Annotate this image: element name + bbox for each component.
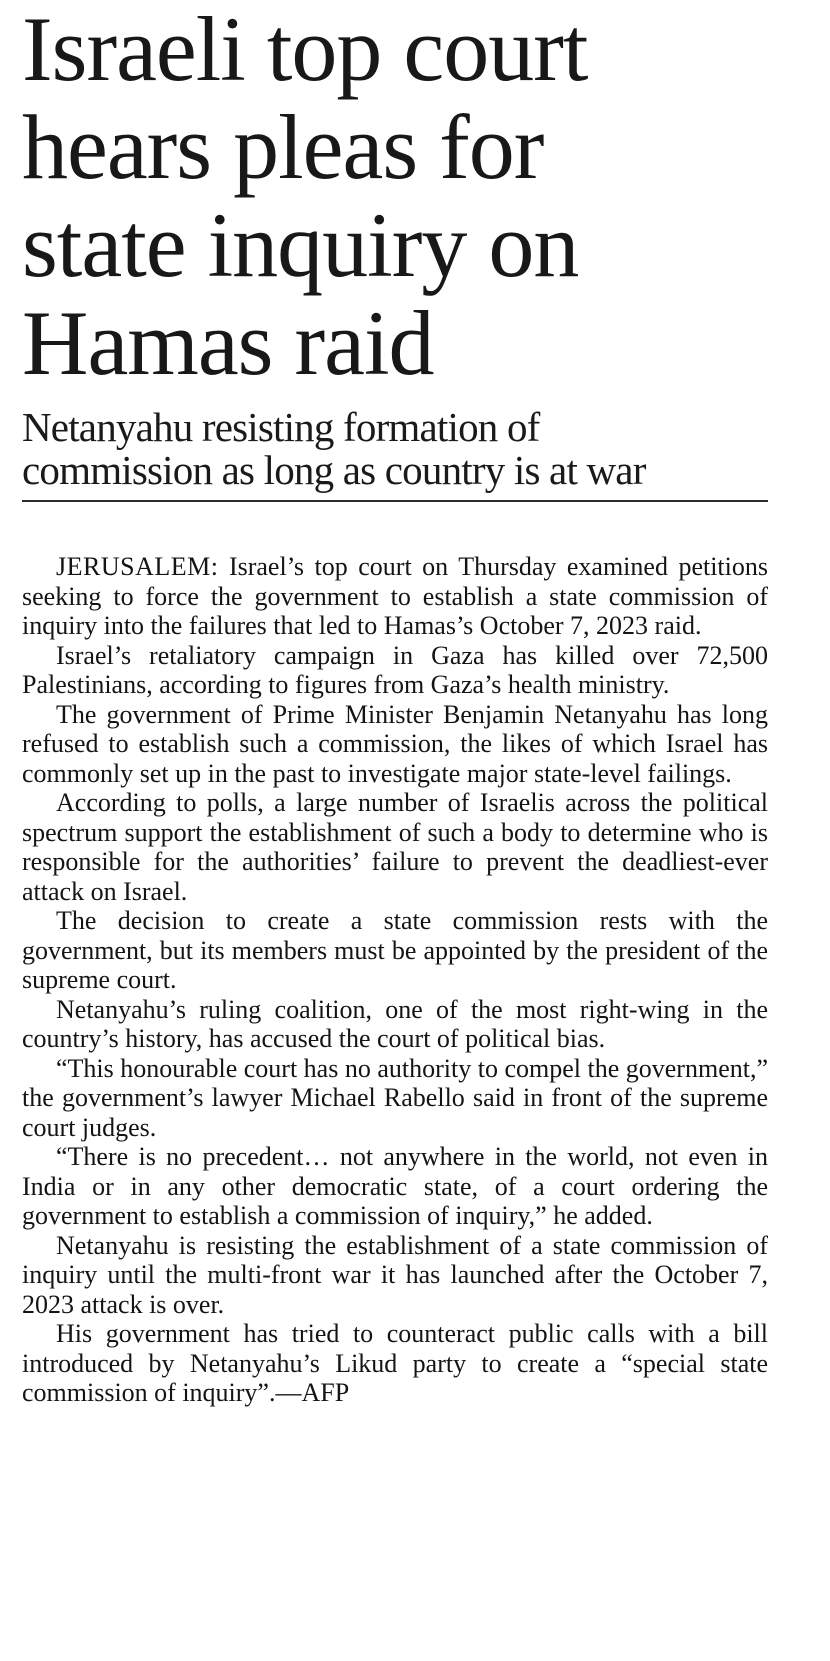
body-paragraph: “This honourable court has no authority to compel the government,” the government’s lawyer Michael Rabello said in front of the supreme court judges. — [22, 1053, 768, 1142]
subheadline-line: Netanyahu resisting formation of — [22, 404, 540, 450]
body-paragraph: Netanyahu’s ruling coalition, one of the most right-wing in the country’s history, has accused the court of political bias. — [22, 994, 768, 1053]
body-paragraph: The government of Prime Minister Benjamin Netanyahu has long refused to establish such a commission, the likes of which Israel has commonly set up in the past to investigate major state-level failings. — [22, 699, 768, 788]
subhead-divider — [22, 500, 768, 502]
body-paragraph: His government has tried to counteract public calls with a bill introduced by Netanyahu’s Likud party to create a “special state commission of inquiry”.—AFP — [22, 1319, 768, 1407]
headline — [22, 0, 812, 392]
body-paragraph — [22, 552, 768, 641]
body-paragraph: Netanyahu is resisting the establishment of a state commission of inquiry until the multi-front war it has launched after the October 7, 2023 attack is over. — [22, 1230, 768, 1319]
headline-line: hears pleas for — [22, 96, 544, 198]
dateline: JERUSALEM: — [56, 552, 219, 581]
subheadline-line: commission as long as country is at war — [22, 447, 646, 493]
subheadline — [22, 406, 812, 492]
body-paragraph: According to polls, a large number of Israelis across the political spectrum support the establishment of such a body to determine who is responsible for the authorities’ failure to prevent the deadliest-ever attack on Israel. — [22, 788, 768, 906]
headline-line: Israeli top court — [22, 0, 588, 100]
article-body — [22, 552, 768, 1408]
body-paragraph: The decision to create a state commission rests with the government, but its members must be appointed by the president of the supreme court. — [22, 906, 768, 994]
headline-line: state inquiry on — [22, 194, 579, 296]
paragraph-text: Israel’s top court on Thursday examined petitions seeking to force the government to establish a state commission of inquiry into the failures that led to Hamas’s October 7, 2023 raid. — [22, 552, 768, 640]
headline-line: Hamas raid — [22, 292, 434, 394]
body-paragraph: “There is no precedent… not anywhere in the world, not even in India or in any other democratic state, of a court ordering the government to establish a commission of inquiry,” he added. — [22, 1142, 768, 1230]
body-paragraph: Israel’s retaliatory campaign in Gaza has killed over 72,500 Palestinians, according to figures from Gaza’s health ministry. — [22, 640, 768, 699]
